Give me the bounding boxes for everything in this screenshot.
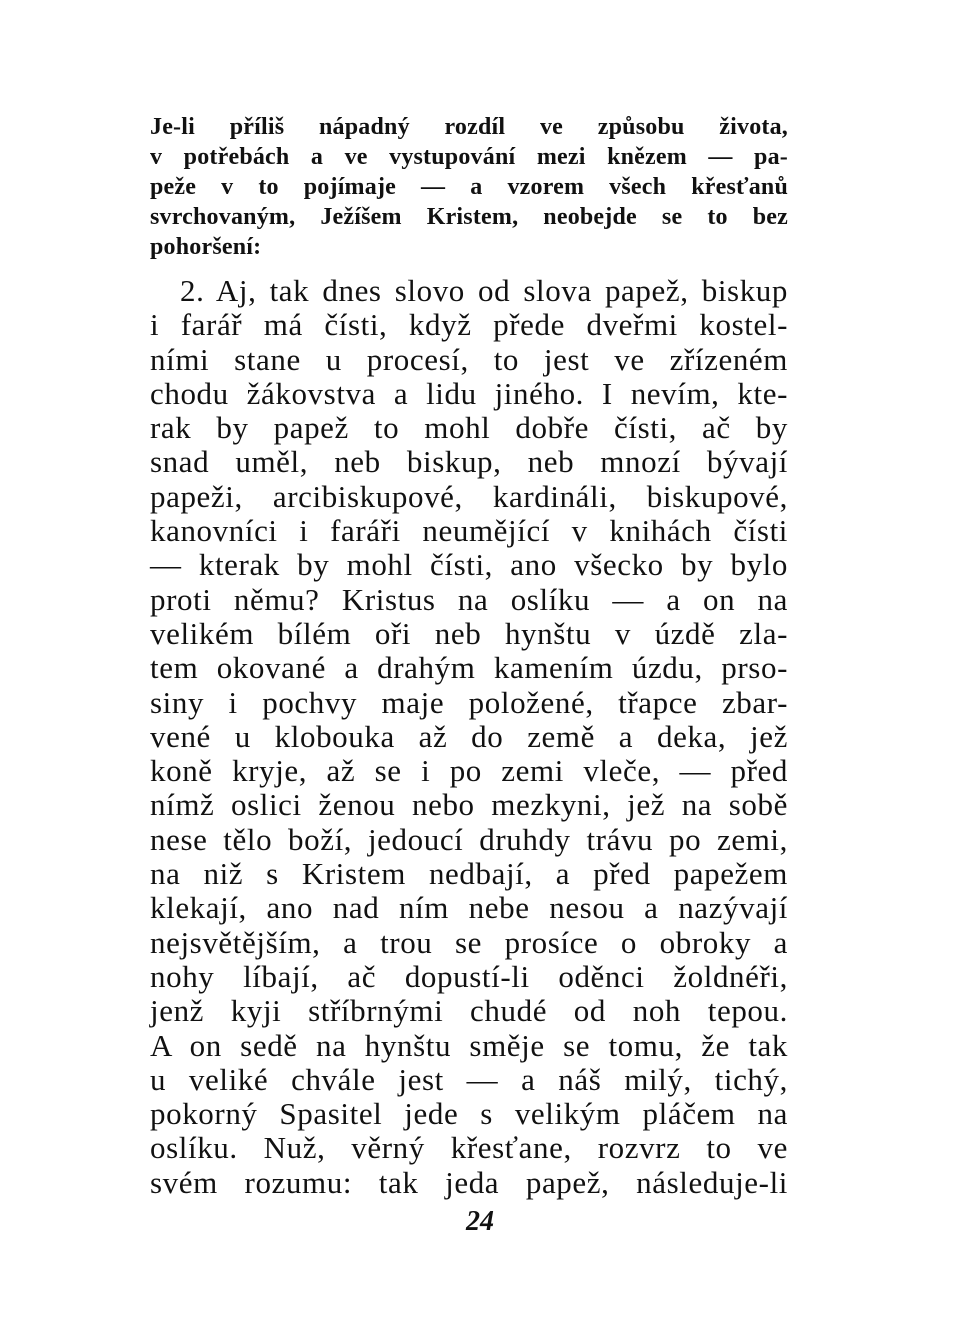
text-line: nímž oslici ženou nebo mezkyni, jež na sobě: [150, 787, 788, 823]
text-line: nese tělo boží, jedoucí druhdy trávu po zemi,: [150, 821, 788, 857]
text-line: velikém bílém oři neb hynštu v úzdě zla-: [150, 615, 788, 651]
text-line: rak by papež to mohl dobře čísti, ač by: [150, 410, 788, 446]
text-line: jenž kyji stříbrnými chudé od noh tepou.: [150, 993, 788, 1029]
page-number: 24: [466, 1206, 494, 1237]
text-line: nohy líbají, ač dopustí-li oděnci žoldnéři,: [150, 958, 788, 994]
text-line: koně kryje, až se i po zemi vleče, — před: [150, 753, 788, 789]
text-line: tem okované a drahým kamením úzdu, prso-: [150, 650, 788, 686]
text-line: A on sedě na hynštu směje se tomu, že tak: [150, 1027, 788, 1063]
text-line: peže v to pojímaje — a vzorem všech křesťanů: [150, 174, 788, 200]
text-line: Je-li příliš nápadný rozdíl ve způsobu života,: [150, 114, 788, 140]
paragraph-main: [150, 274, 788, 1200]
text-line: snad uměl, neb biskup, neb mnozí bývají: [150, 444, 788, 480]
text-line: 2. Aj, tak dnes slovo od slova papež, biskup: [180, 273, 788, 308]
text-line: svém rozumu: tak jeda papež, následuje-li: [150, 1164, 788, 1200]
text-line: vené u klobouka až do země a deka, jež: [150, 718, 788, 754]
text-line: kanovníci i faráři neumějící v knihách čísti: [150, 513, 788, 549]
text-line: u veliké chvále jest — a náš milý, tichý,: [150, 1061, 788, 1097]
paragraph-intro: [150, 112, 788, 262]
text-line: na niž s Kristem nedbají, a před papežem: [150, 856, 788, 892]
text-line: papeži, arcibiskupové, kardináli, biskupové,: [150, 478, 788, 514]
text-line: proti němu? Kristus na oslíku — a on na: [150, 581, 788, 617]
text-line: i farář má čísti, když přede dveřmi kostel-: [150, 307, 788, 343]
text-line: klekají, ano nad ním nebe nesou a nazývají: [150, 890, 788, 926]
text-line: v potřebách a ve vystupování mezi knězem — pa-: [150, 144, 788, 170]
text-line: ními stane u procesí, to jest ve zřízeném: [150, 341, 788, 377]
text-line: oslíku. Nuž, věrný křesťane, rozvrz to ve: [150, 1130, 788, 1166]
text-line: chodu žákovstva a lidu jiného. I nevím, kte-: [150, 375, 788, 411]
text-line: siny i pochvy maje položené, třapce zbar-: [150, 684, 788, 720]
page-body: [150, 112, 788, 1200]
text-line: svrchovaným, Ježíšem Kristem, neobejde se to bez: [150, 204, 788, 230]
text-line: nejsvětějším, a trou se prosíce o obroky a: [150, 924, 788, 960]
text-line: pohoršení:: [150, 234, 262, 260]
text-line: pokorný Spasitel jede s velikým pláčem na: [150, 1096, 788, 1132]
text-line: — kterak by mohl čísti, ano všecko by bylo: [150, 547, 788, 583]
